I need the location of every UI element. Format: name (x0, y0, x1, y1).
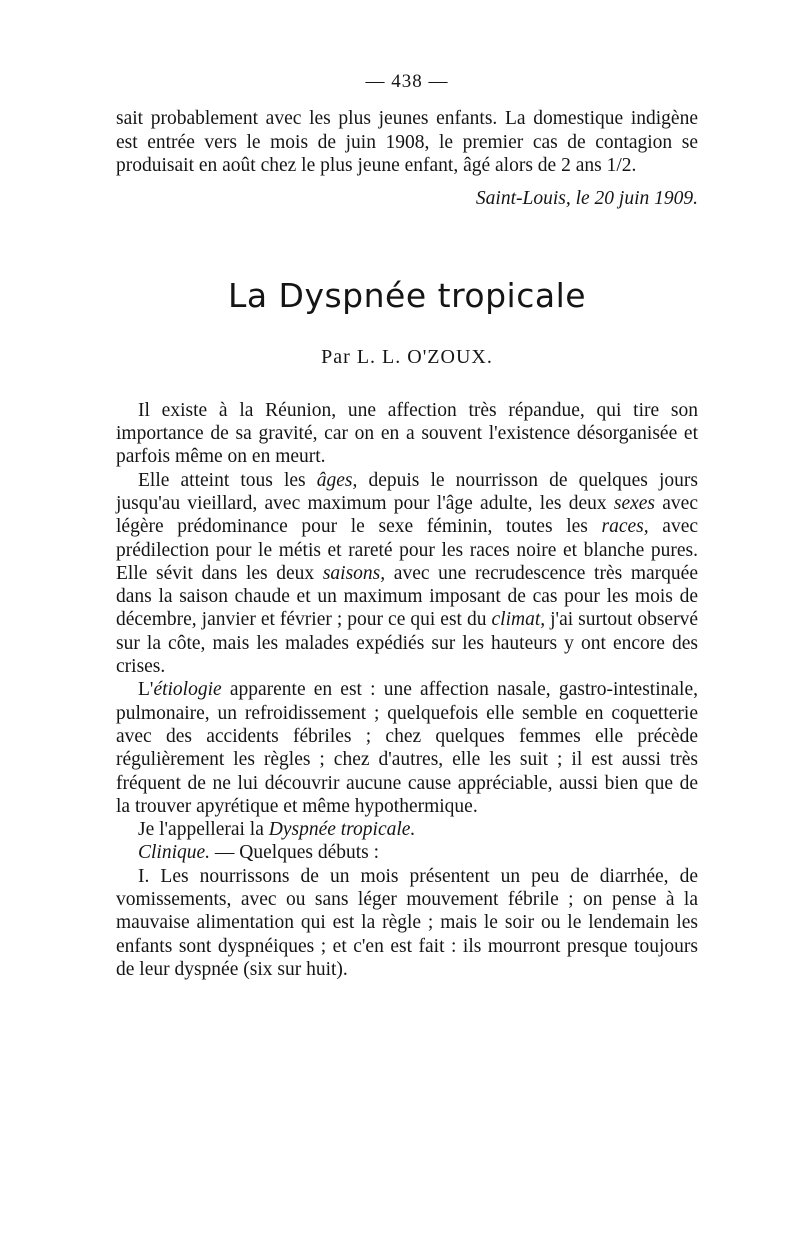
paragraph-text: Je l'appellerai la (138, 819, 269, 841)
paragraph-text: apparente en est : une affection nasale, gastro-intestinale, pulmonaire, un refroidissement ; quelquefois elle semble en coquetterie avec des accidents fébriles ; chez quelques femmes elle précède régulièrement les règles ; chez d'autres, elle les suit ; il est aussi très fréquent de ne lui découvrir aucune cause appréciable, aussi bien que de la trouver apyrétique et même hypothermique. (116, 679, 698, 817)
paragraph-text: avec prédilection pour le métis et rareté pour les races noire et blanche pures. Elle sévit dans les deux (116, 516, 699, 584)
paragraph-epidemiology (116, 469, 698, 679)
paragraph-clinique-heading (116, 841, 698, 864)
paragraph-etiology (116, 678, 698, 818)
paragraph-text: avec une recrudescence très marquée dans la saison chaude et un maximum imposant de cas pour les mois de décembre, janvier et février ; pour ce qui est du (116, 562, 698, 631)
paragraph-text: L' (138, 679, 154, 701)
paragraph-case-infants: I. Les nourrissons de un mois présentent un peu de diarrhée, de vomissements, avec ou sans léger mouvement fébrile ; on pense à la mauvaise alimentation qui est la règle ; mais le soir ou le lendemain les enfants sont dyspnéiques ; et c'en est fait : ils mourront presque toujours de leur dyspnée (six sur huit). (116, 865, 698, 980)
page-number: — 438 — (365, 71, 449, 92)
paragraph-text: avec légère prédominance pour le sexe féminin, toutes les (116, 492, 698, 538)
paragraph-introduction: Il existe à la Réunion, une affection très répandue, qui tire son importance de sa gravité, car on en a souvent l'existence désorganisée et parfois même on en meurt. (116, 399, 698, 468)
emphasis-disease-name: Dyspnée tropicale. (268, 819, 416, 841)
emphasis-etiologie: étiologie (153, 679, 222, 701)
paragraph-text: j'ai surtout observé sur la côte, mais les malades expédiés sur les hauteurs y ont encore des crises. (116, 609, 698, 678)
emphasis-climat: climat, (491, 609, 546, 631)
paragraph-text: depuis le nourrisson de quelques jours jusqu'au vieillard, avec maximum pour l'âge adulte, les deux (116, 469, 698, 514)
page (116, 70, 698, 981)
paragraph-text: Elle atteint tous les (138, 469, 317, 491)
previous-article-closing-paragraph: sait probablement avec les plus jeunes enfants. La domestique indigène est entrée vers le mois de juin 1908, le premier cas de contagion se produisait en août chez le plus jeune enfant, âgé alors de 2 ans 1/2. (116, 108, 698, 176)
article-byline: Par L. L. O'ZOUX. (321, 346, 493, 369)
emphasis-ages: âges, (316, 469, 358, 491)
previous-article-signoff: Saint-Louis, le 20 juin 1909. (475, 188, 698, 210)
emphasis-saisons: saisons, (322, 562, 386, 584)
emphasis-clinique: Clinique. (138, 842, 211, 864)
emphasis-races: races, (601, 516, 649, 538)
paragraph-naming (116, 818, 698, 841)
emphasis-sexes: sexes (613, 492, 656, 514)
paragraph-text: — Quelques débuts : (210, 842, 380, 864)
article-title: La Dyspnée tropicale (227, 276, 587, 316)
